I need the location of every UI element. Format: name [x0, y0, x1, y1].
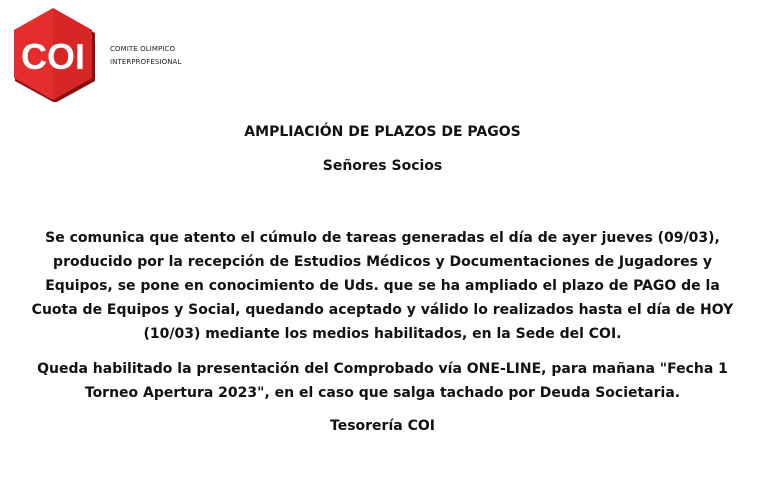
notice-paragraph-1: Se comunica que atento el cúmulo de tareas generadas el día de ayer jueves (09/03), producido por la recepción de Estudios Médicos y Documentaciones de Jugadores y Equipos, se pone en conocimiento de Uds. que se ha ampliado el plazo de PAGO de la Cuota de Equipos y Social, quedando aceptado y válido lo realizados hasta el día de HOY (10/03) mediante los medios habilitados, en la Sede del COI. — [31, 230, 734, 342]
notice-paragraph-2: Queda habilitado la presentación del Comprobado vía ONE-LINE, para mañana "Fecha 1 Torneo Apertura 2023", en el caso que salga tachado por Deuda Societaria. — [37, 361, 728, 401]
organization-name — [110, 43, 181, 69]
notice-signature: Tesorería COI — [330, 418, 435, 434]
coi-logo — [9, 7, 97, 102]
coi-hexagon-logo-icon — [9, 7, 97, 102]
notice-body — [0, 123, 765, 438]
notice-greeting: Señores Socios — [322, 158, 443, 174]
logo-letters: COI — [20, 36, 86, 77]
organization-name-line2: INTERPROFESIONAL — [110, 58, 182, 66]
organization-name-line1: COMITE OLIMPICO — [110, 45, 176, 53]
notice-title: AMPLIACIÓN DE PLAZOS DE PAGOS — [244, 124, 521, 140]
